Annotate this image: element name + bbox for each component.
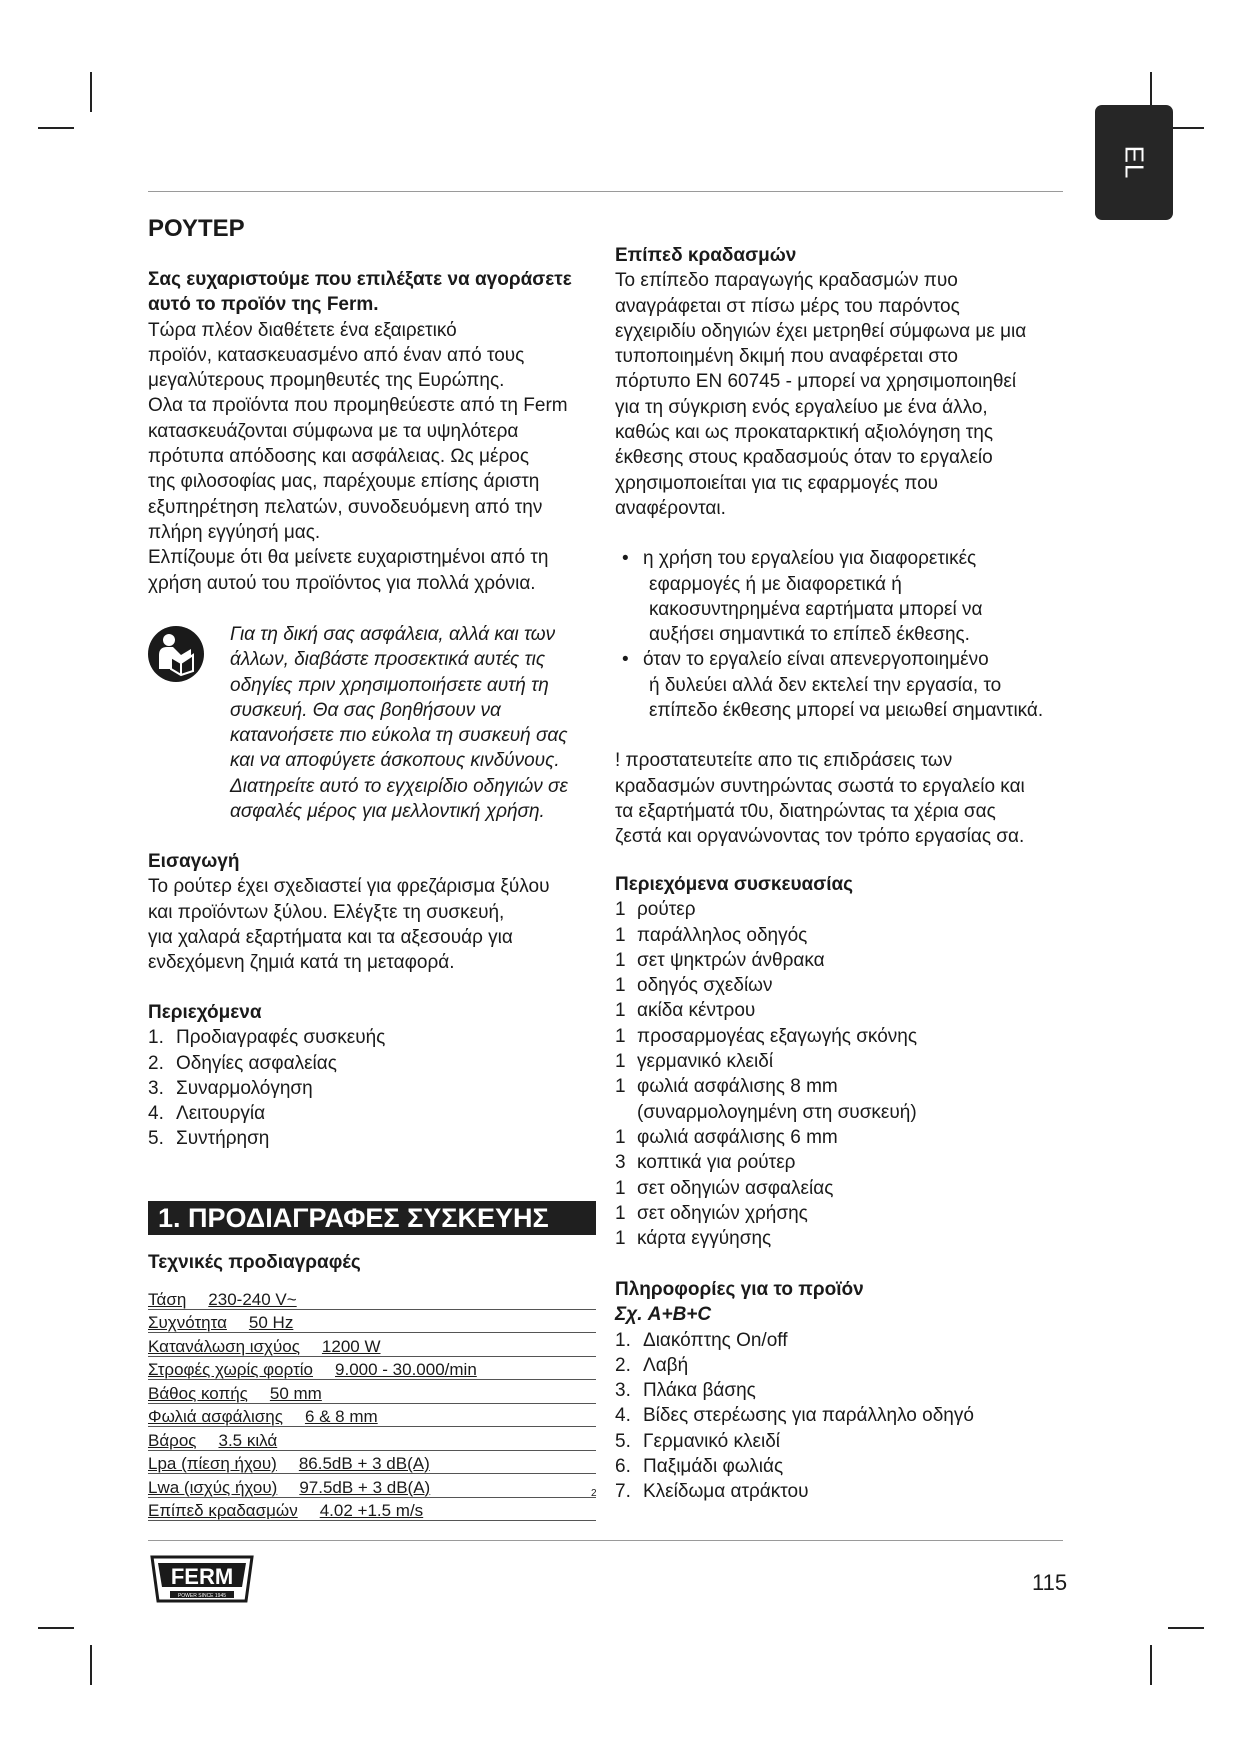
package-item-number: 1 [615, 1126, 626, 1148]
vibration-line: για τη σύγκριση ενός εργαλείυο με ένα άλλο, [615, 396, 988, 418]
introduction-section [148, 849, 608, 975]
product-info-item [615, 1328, 1075, 1353]
package-item-number: 3 [615, 1152, 626, 1174]
spec-value: 97.5dB + 3 dB(A) [299, 1477, 431, 1497]
spec-label: Τάση [148, 1289, 187, 1309]
package-item [615, 1074, 1075, 1099]
product-info-item-number: 2. [615, 1354, 631, 1376]
product-info-item-text: Διακόπτης On/off [643, 1329, 788, 1351]
vibration-bullet [615, 546, 1075, 647]
vibration-line: καθώς και ως προκαταρκτική αξιολόγηση της [615, 422, 994, 444]
safety-note-line: συσκευή. Θα σας βοηθήσουν να [230, 699, 501, 721]
package-item-number: 1 [615, 1228, 626, 1250]
spec-row [148, 1357, 596, 1381]
page-title: ΡΟΥΤΕΡ [148, 215, 245, 242]
vibration-bullet [615, 647, 1075, 723]
top-rule [148, 191, 1063, 192]
vibration-line: εγχειριδίυ οδηγιών έχει μετρηθεί σύμφωνα με μια [615, 320, 1027, 342]
product-info-heading: Πληροφορίες για το προϊόν [615, 1279, 864, 1300]
package-item [615, 1176, 1075, 1201]
spec-value: 1200 W [321, 1336, 381, 1356]
contents-item [148, 1076, 608, 1101]
product-info-item-number: 4. [615, 1405, 631, 1427]
vibration-line: χρησιμοποιείται για τις εφαρμογές που [615, 472, 939, 494]
vibration-bullet-line: αυξήσει σημαντικά το επίπεδ έκθεσης. [649, 624, 970, 646]
spec-row [148, 1498, 596, 1522]
contents-heading: Περιεχόμενα [148, 1002, 262, 1023]
package-item [615, 1049, 1075, 1074]
package-item [615, 1024, 1075, 1049]
section-title-specs: 1. ΠΡΟΔΙΑΓΡΑΦΕΣ ΣΥΣΚΕΥΗΣ [148, 1201, 596, 1235]
vibration-text [615, 268, 1075, 521]
spec-value: 86.5dB + 3 dB(A) [298, 1454, 430, 1473]
package-heading: Περιεχόμενα συσκευασίας [615, 874, 854, 895]
vibration-warning [615, 748, 1075, 849]
intro-line: Τώρα πλέον διαθέτετε ένα εξαιρετικό [148, 319, 457, 341]
safety-note-line: κατανοήσετε πιο εύκολα τη συσκευή σας [230, 725, 568, 747]
bottom-rule [148, 1540, 1063, 1541]
package-item-text: σετ οδηγιών ασφαλείας [637, 1177, 834, 1199]
vibration-line: τυποποιημένη δκιμή που αναφέρεται στο [615, 346, 958, 368]
spec-row [148, 1427, 596, 1451]
product-info-item [615, 1353, 1075, 1378]
safety-note-line: ασφαλές μέρος για μελλοντική χρήση. [230, 801, 545, 823]
spec-label: Βάθος κοπής [148, 1383, 248, 1403]
package-item [615, 1100, 1075, 1125]
logo-brand-text: FERM [170, 1564, 234, 1589]
package-item [615, 1201, 1075, 1226]
spec-value: 9.000 - 30.000/min [335, 1360, 477, 1379]
package-item-text: σετ οδηγιών χρήσης [637, 1202, 808, 1224]
product-info-item-number: 1. [615, 1329, 631, 1351]
spec-label: Lwa (ισχύς ήχου) [148, 1477, 278, 1497]
contents-item [148, 1025, 608, 1050]
contents-item-text: Συντήρηση [176, 1128, 270, 1150]
vibration-bullet-line: κακοσυντηρημένα εαρτήματα μπορεί να [649, 598, 983, 620]
contents-item-number: 3. [148, 1077, 164, 1099]
spec-value: 4.02 +1.5 m/s [319, 1501, 424, 1520]
package-item-text: προσαρμογέας εξαγωγής σκόνης [637, 1025, 917, 1047]
crop-mark [38, 127, 74, 129]
spec-row [148, 1333, 596, 1357]
introduction-heading: Εισαγωγή [148, 851, 240, 872]
package-item [615, 1226, 1075, 1251]
vibration-bullet-line: • η χρήση του εργαλείου για διαφορετικές [643, 548, 977, 570]
package-item-text: οδηγός σχεδίων [637, 975, 773, 997]
package-section [615, 872, 1075, 1251]
crop-mark [38, 1627, 74, 1629]
vibration-bullet-line: εφαρμογές ή με διαφορετικά ή [649, 573, 902, 595]
package-item-number: 1 [615, 1202, 626, 1224]
vibration-warning-line: τα εξαρτήματά τ0υ, διατηρώντας τα χέρια σας [615, 800, 996, 822]
contents-item-number: 5. [148, 1128, 164, 1150]
vibration-bullet-line: ή δυλεύει αλλά δεν εκτελεί την εργασία, το [649, 674, 1002, 696]
contents-item-number: 1. [148, 1027, 164, 1049]
crop-mark [1150, 1645, 1152, 1685]
product-info-item-number: 7. [615, 1481, 631, 1503]
ferm-logo-svg [148, 1555, 256, 1603]
intro-paragraph [148, 318, 608, 596]
contents-item-text: Συναρμολόγηση [176, 1077, 313, 1099]
contents-item [148, 1101, 608, 1126]
product-info-item-text: Κλείδωμα ατράκτου [643, 1481, 809, 1503]
contents-section [148, 1000, 608, 1152]
spec-label: Lpa (πίεση ήχου) [148, 1454, 277, 1473]
product-info-item-text: Πλάκα βάσης [643, 1380, 756, 1402]
spec-label: Κατανάλωση ισχύος [148, 1336, 300, 1356]
product-info-item [615, 1479, 1075, 1504]
crop-mark [1168, 1627, 1204, 1629]
intro-line: εξυπηρέτηση πελατών, συνοδευόμενη από την [148, 496, 543, 518]
spec-value: 3.5 κιλά [218, 1430, 278, 1450]
safety-note [230, 622, 610, 824]
package-list [615, 897, 1075, 1251]
crop-mark [1168, 127, 1204, 129]
introduction-text [148, 874, 608, 975]
vibration-bullet-line: επίπεδο έκθεσης μπορεί να μειωθεί σημαντικά. [649, 700, 1044, 722]
product-info-item [615, 1403, 1075, 1428]
package-item-number: 1 [615, 1000, 626, 1022]
contents-item-number: 2. [148, 1052, 164, 1074]
package-item-text: κάρτα εγγύησης [637, 1228, 772, 1250]
product-info-item-text: Λαβή [643, 1354, 689, 1376]
vibration-line: αναφέρονται. [615, 497, 726, 519]
contents-list [148, 1025, 608, 1151]
package-item-text: παράλληλος οδηγός [637, 924, 808, 946]
package-item-text: ακίδα κέντρου [637, 1000, 756, 1022]
vibration-warning-line: κραδασμών συντηρώντας σωστά το εργαλείο και [615, 775, 1025, 797]
product-info-item [615, 1378, 1075, 1403]
package-item-text: ρούτερ [637, 899, 696, 921]
spec-label: Φωλιά ασφάλισης [148, 1407, 283, 1426]
contents-item [148, 1126, 608, 1151]
vibration-line: έκθεσης στους κραδασμούς όταν το εργαλείο [615, 447, 993, 469]
crop-mark [90, 1645, 92, 1685]
safety-note-line: Για τη δική σας ασφάλεια, αλλά και των [230, 624, 556, 645]
intro-line: της φιλοσοφίας μας, παρέχουμε επίσης άριστη [148, 471, 540, 493]
package-item-number: 1 [615, 949, 626, 971]
vibration-section [615, 243, 1075, 850]
spec-row [148, 1474, 596, 1498]
intro-line: Ελπίζουμε ότι θα μείνετε ευχαριστημένοι από τη [148, 547, 549, 569]
contents-item [148, 1051, 608, 1076]
product-info-section [615, 1277, 1075, 1505]
crop-mark [90, 72, 92, 112]
language-tab: EL [1095, 105, 1173, 220]
spec-row [148, 1286, 596, 1310]
package-item-number: 1 [615, 1025, 626, 1047]
package-item-text: σετ ψηκτρών άνθρακα [637, 949, 825, 971]
vibration-heading: Επίπεδ κραδασμών [615, 245, 797, 266]
thanks-text: Σας ευχαριστούμε που επιλέξατε να αγοράσετε αυτό το προϊόν της Ferm. [148, 269, 572, 316]
spec-label: Συχνότητα [148, 1313, 227, 1332]
vibration-bullets [615, 546, 1075, 723]
spec-label: Επίπεδ κραδασμών [148, 1501, 298, 1520]
vibration-line: αναγράφεται στ πίσω μέρς του παρόντος [615, 295, 960, 317]
product-info-item-number: 5. [615, 1430, 631, 1452]
intro-line: μεγαλύτερους προμηθευτές της Ευρώπης. [148, 370, 505, 392]
page-number: 115 [1032, 1570, 1068, 1595]
package-item [615, 897, 1075, 922]
spec-row [148, 1404, 596, 1428]
vibration-line: Το επίπεδο παραγωγής κραδασμών πυο [615, 270, 958, 292]
spec-value: 6 & 8 mm [304, 1407, 378, 1426]
product-info-item-number: 6. [615, 1456, 631, 1478]
spec-superscript: 2 [591, 1488, 597, 1499]
vibration-bullet-line: • όταν το εργαλείο είναι απενεργοποιημένο [643, 649, 989, 671]
figure-reference: Σχ. A+B+C [615, 1304, 712, 1326]
spec-label: Στροφές χωρίς φορτίο [148, 1360, 314, 1379]
package-item-number: 1 [615, 924, 626, 946]
package-item-number: 1 [615, 975, 626, 997]
product-info-list [615, 1328, 1075, 1505]
spec-label: Βάρος [148, 1430, 197, 1450]
tech-specs-heading: Τεχνικές προδιαγραφές [148, 1252, 361, 1273]
package-item-text: φωλιά ασφάλισης 6 mm [637, 1126, 838, 1148]
introduction-line: ενδεχόμενη ζημιά κατά τη μεταφορά. [148, 952, 455, 974]
introduction-line: και προϊόντων ξύλου. Ελέγξτε τη συσκευή, [148, 901, 505, 923]
intro-line: πλήρη εγγύησή μας. [148, 521, 321, 543]
vibration-line: πόρτυπο EN 60745 - μπορεί να χρησιμοποιηθεί [615, 371, 1017, 393]
product-info-item [615, 1429, 1075, 1454]
package-item-number: 1 [615, 899, 626, 921]
introduction-line: για χαλαρά εξαρτήματα και τα αξεσουάρ για [148, 926, 513, 948]
logo-tagline-text: POWER SINCE 1945 [177, 1593, 227, 1599]
package-item-number: 1 [615, 1051, 626, 1073]
safety-note-line: και να αποφύγετε άσκοπους κινδύνους. [230, 750, 560, 772]
package-item [615, 948, 1075, 973]
product-info-item [615, 1454, 1075, 1479]
spec-value: 50 mm [269, 1383, 322, 1403]
spec-row [148, 1310, 596, 1334]
intro-line: Ολα τα προϊόντα που προμηθεύεστε από τη Ferm [148, 395, 568, 417]
intro-line: κατασκευάζονται σύμφωνα με τα υψηλότερα [148, 420, 519, 442]
safety-note-line: Διατηρείτε αυτό το εγχειρίδιο οδηγιών σε [230, 775, 568, 797]
contents-item-number: 4. [148, 1103, 164, 1125]
package-item-text: γερμανικό κλειδί [637, 1051, 774, 1073]
intro-line: χρήση αυτού του προϊόντος για πολλά χρόνια. [148, 572, 536, 594]
package-item-text: κοπτικά για ρούτερ [637, 1152, 796, 1174]
tech-specs-table [148, 1286, 596, 1521]
spec-row [148, 1451, 596, 1475]
contents-item-text: Προδιαγραφές συσκευής [176, 1027, 386, 1049]
contents-item-text: Οδηγίες ασφαλείας [176, 1052, 337, 1074]
product-info-item-text: Παξιμάδι φωλιάς [643, 1456, 784, 1478]
ferm-logo [148, 1555, 256, 1608]
package-item [615, 998, 1075, 1023]
package-item [615, 973, 1075, 998]
package-item-text: (συναρμολογημένη στη συσκευή) [637, 1101, 917, 1123]
package-item-number [615, 1100, 637, 1125]
read-manual-icon-svg [147, 625, 205, 683]
spec-row [148, 1380, 596, 1404]
introduction-line: Το ρούτερ έχει σχεδιαστεί για φρεζάρισμα ξύλου [148, 876, 550, 898]
intro-line: πρότυπα απόδοσης και ασφάλειας. Ως μέρος [148, 446, 529, 468]
intro-line: προϊόν, κατασκευασμένο από έναν από τους [148, 344, 525, 366]
package-item-text: φωλιά ασφάλισης 8 mm [637, 1076, 838, 1098]
spec-value: 230-240 V~ [208, 1289, 297, 1309]
package-item [615, 1125, 1075, 1150]
vibration-warning-line: ! προστατευτείτε απο τις επιδράσεις των [615, 750, 953, 772]
left-column [148, 267, 608, 596]
contents-item-text: Λειτουργία [176, 1103, 266, 1125]
package-item-number: 1 [615, 1076, 626, 1098]
read-manual-icon [147, 625, 205, 683]
spec-value: 50 Hz [248, 1313, 294, 1332]
vibration-warning-line: ζεστά και οργανώνοντας τον τρόπο εργασίας σα. [615, 826, 1025, 848]
safety-note-line: οδηγίες πριν χρησιμοποιήσετε αυτή τη [230, 674, 549, 696]
package-item [615, 1150, 1075, 1175]
product-info-item-text: Γερμανικό κλειδί [643, 1430, 780, 1452]
package-item-number: 1 [615, 1177, 626, 1199]
product-info-item-number: 3. [615, 1380, 631, 1402]
package-item [615, 923, 1075, 948]
product-info-item-text: Βίδες στερέωσης για παράλληλο οδηγό [643, 1405, 974, 1427]
safety-note-line: άλλων, διαβάστε προσεκτικά αυτές τις [230, 649, 546, 671]
